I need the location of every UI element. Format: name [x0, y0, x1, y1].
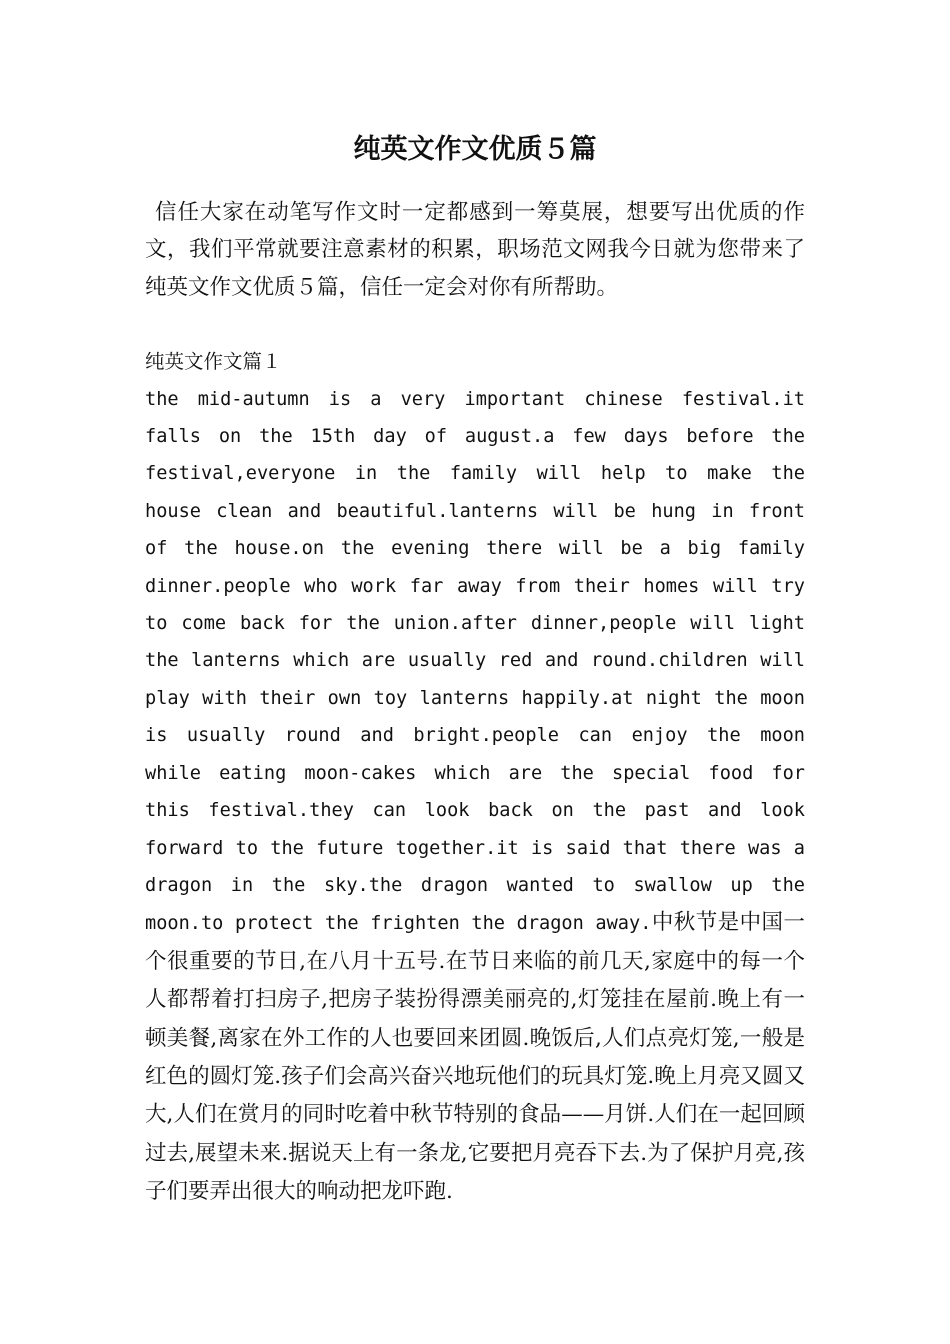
section-heading: 纯英文作文篇１: [145, 350, 282, 374]
essay-english-text: the mid-autumn is a very important chinese festival.it falls on the 15th day of august.a few days before the festival,everyone in the family will help to make the house clean and beautiful.lanterns will be hung in front of the house.on the evening there will be a big family dinner.people who work far away from their homes will try to come back for the union.after dinner,people will light the lanterns which are usually red and round.children will play with their own toy lanterns happily.at night the moon is usually round and bright.people can enjoy the moon while eating moon-cakes which are the special food for this festival.they can look back on the past and look forward to the future together.it is said that there was a dragon in the sky.the dragon wanted to swallow up the moon.to protect the frighten the dragon away.: [145, 388, 805, 935]
intro-paragraph: 信任大家在动笔写作文时一定都感到一筹莫展，想要写出优质的作文，我们平常就要注意素材的积累，职场范文网我今日就为您带来了纯英文作文优质５篇，信任一定会对你有所帮助。: [145, 200, 805, 300]
document-title: 纯英文作文优质５篇: [353, 134, 597, 165]
document-body: [145, 194, 805, 1212]
essay-chinese-text: 中秋节是中国一个很重要的节日,在八月十五号.在节日来临的前几天,家庭中的每一个人都帮着打扫房子,把房子装扮得漂美丽亮的,灯笼挂在屋前.晚上有一顿美餐,离家在外工作的人也要回来团圆.晚饭后,人们点亮灯笼,一般是红色的圆灯笼.孩子们会高兴奋兴地玩他们的玩具灯笼.晚上月亮又圆又大,人们在赏月的同时吃着中秋节特别的食品——月饼.人们在一起回顾过去,展望未来.据说天上有一条龙,它要把月亮吞下去.为了保护月亮,孩子们要弄出很大的响动把龙吓跑.: [145, 910, 805, 1205]
essay-paragraph: [145, 381, 805, 1212]
